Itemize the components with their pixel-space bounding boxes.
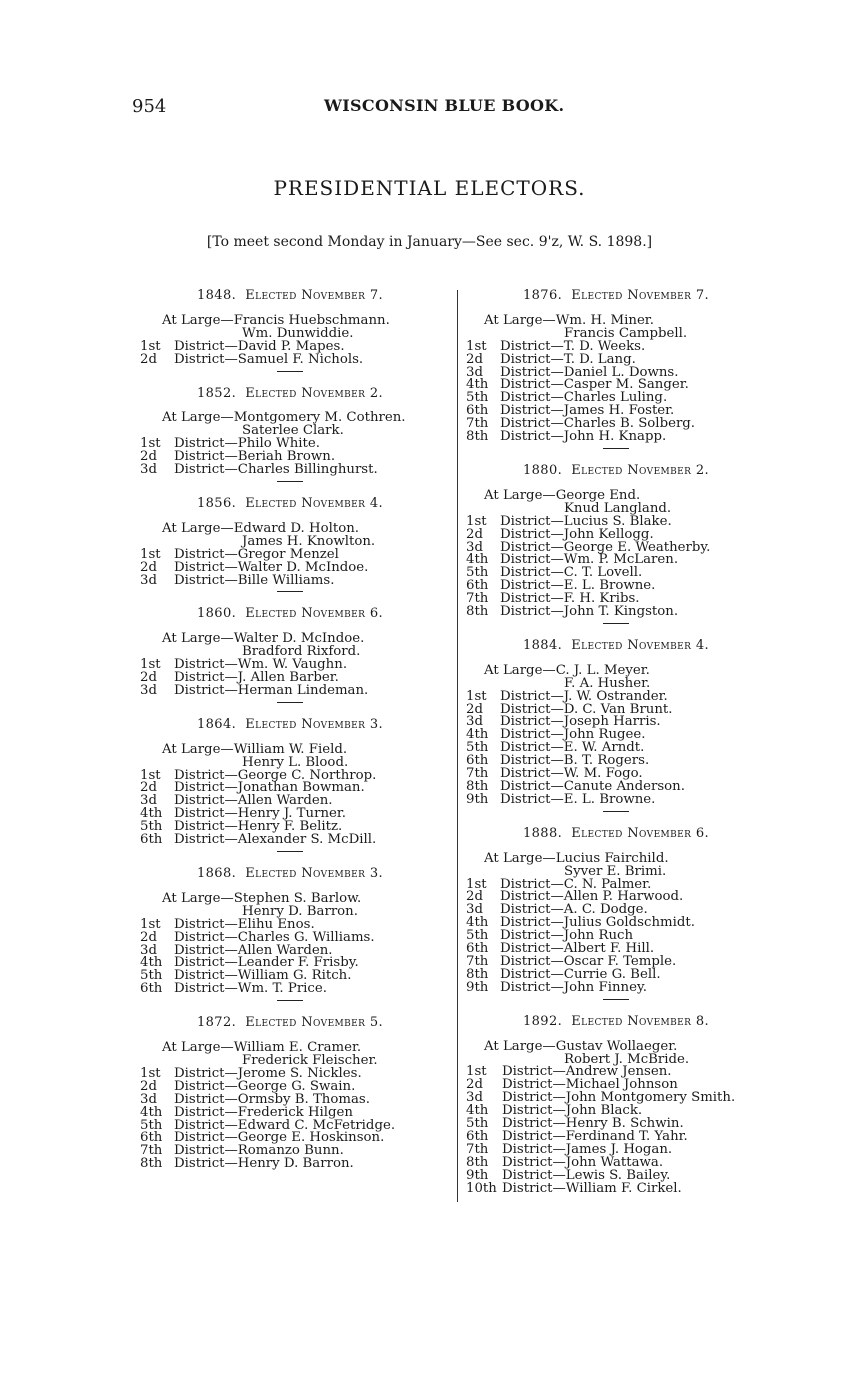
election-year: 1892. xyxy=(522,1013,563,1029)
elector-name: District—John Wattawa. xyxy=(502,1154,664,1170)
section-rule xyxy=(277,591,303,592)
elector-name: District—Henry J. Turner. xyxy=(174,806,346,822)
district-number: 3d xyxy=(140,942,157,958)
elector-name: District—Henry F. Belitz. xyxy=(174,819,343,835)
election-year: 1884. xyxy=(522,637,563,653)
election-heading xyxy=(466,825,766,841)
district-number: 3d xyxy=(140,572,157,588)
election-1884 xyxy=(466,637,766,812)
elector-name: District—Charles G. Williams. xyxy=(174,929,375,945)
district-number: 3d xyxy=(466,539,483,555)
elector-name: District—George C. Northrop. xyxy=(174,767,377,783)
election-heading xyxy=(466,1013,766,1029)
district-number: 1st xyxy=(140,1065,161,1081)
district-number: 6th xyxy=(466,578,489,594)
at-large-elector-secondary: James H. Knowlton. xyxy=(242,533,376,549)
district-number: 5th xyxy=(466,928,489,944)
elector-name: District—John Ruch xyxy=(500,928,634,944)
district-number: 5th xyxy=(140,819,163,835)
district-number: 1st xyxy=(140,436,161,452)
election-heading xyxy=(140,868,440,881)
at-large-elector: At Large—Lucius Fairchild. xyxy=(484,850,669,866)
district-number: 3d xyxy=(466,364,483,380)
election-date: Elected November 3. xyxy=(245,866,384,881)
at-large-elector-secondary: Henry L. Blood. xyxy=(242,754,349,770)
section-rule xyxy=(277,371,303,372)
elector-name: District—D. C. Van Brunt. xyxy=(500,701,673,717)
elector-name: District—T. D. Weeks. xyxy=(500,338,646,354)
elector-name: District—Andrew Jensen. xyxy=(502,1064,672,1080)
elector-name: District—F. H. Kribs. xyxy=(500,591,640,607)
elector-name: District—John Montgomery Smith. xyxy=(502,1090,736,1106)
elector-name: District—J. W. Ostrander. xyxy=(500,688,668,704)
at-large-elector: At Large—George End. xyxy=(484,487,641,503)
election-heading xyxy=(140,495,440,511)
section-rule xyxy=(277,851,303,852)
elector-name: District—Leander F. Frisby. xyxy=(174,955,359,971)
elector-name: District—Samuel F. Nichols. xyxy=(174,351,364,367)
district-number: 2d xyxy=(466,526,483,542)
at-large-elector: At Large—Montgomery M. Cothren. xyxy=(162,410,406,426)
district-number: 8th xyxy=(466,779,489,794)
elector-name: District—Charles Billinghurst. xyxy=(174,462,378,478)
district-number: 3d xyxy=(140,462,157,478)
district-number: 2d xyxy=(140,351,157,367)
election-1876 xyxy=(466,290,766,449)
district-number: 1st xyxy=(140,767,161,783)
elector-name: District—E. L. Browne. xyxy=(500,791,656,807)
at-large-elector-secondary: Henry D. Barron. xyxy=(242,903,358,919)
elector-name: District—John Black. xyxy=(502,1103,643,1119)
at-large-elector: At Large—Wm. H. Miner. xyxy=(484,312,654,328)
elector-name: District—Oscar F. Temple. xyxy=(500,953,677,969)
running-head: WISCONSIN BLUE BOOK. xyxy=(324,96,565,115)
at-large-elector-secondary: Saterlee Clark. xyxy=(242,423,344,439)
elector-name: District—Frederick Hilgen xyxy=(174,1104,353,1120)
at-large-elector: At Large—C. J. L. Meyer. xyxy=(484,662,650,678)
section-rule xyxy=(603,448,629,449)
elector-name: District—George E. Hoskinson. xyxy=(174,1130,385,1146)
at-large-elector-secondary: Francis Campbell. xyxy=(564,325,688,341)
elector-name: District—C. T. Lovell. xyxy=(500,565,643,581)
page-title: PRESIDENTIAL ELECTORS. xyxy=(273,176,586,200)
election-1860 xyxy=(140,608,440,702)
election-heading xyxy=(466,637,766,653)
elector-name: District—E. L. Browne. xyxy=(500,578,656,594)
election-heading xyxy=(466,290,766,303)
election-1892 xyxy=(466,1013,766,1196)
district-number: 2d xyxy=(466,1077,483,1093)
elector-name: District—Daniel L. Downs. xyxy=(500,364,679,380)
district-number: 1st xyxy=(466,338,487,354)
election-1880 xyxy=(466,462,766,624)
district-number: 8th xyxy=(466,429,489,445)
elector-name: District—William F. Cirkel. xyxy=(502,1180,682,1196)
district-number: 6th xyxy=(466,941,489,957)
elector-name: District—Allen Warden. xyxy=(174,793,333,809)
elector-name: District—Charles Luling. xyxy=(500,390,668,406)
elector-name: District—Michael Johnson xyxy=(502,1077,678,1093)
district-number: 3d xyxy=(140,793,157,809)
section-rule xyxy=(603,999,629,1000)
elector-name: District—Currie G. Bell. xyxy=(500,966,661,982)
district-number: 5th xyxy=(466,390,489,406)
district-number: 4th xyxy=(466,727,489,743)
elector-name: District—George G. Swain. xyxy=(174,1078,356,1094)
at-large-elector: At Large—William W. Field. xyxy=(162,741,348,757)
elector-name: District—John Rugee. xyxy=(500,727,646,743)
election-1848 xyxy=(140,290,440,372)
district-number: 10th xyxy=(466,1180,497,1196)
district-number: 8th xyxy=(466,966,489,982)
at-large-elector-secondary: Wm. Dunwiddie. xyxy=(242,325,354,341)
election-1868 xyxy=(140,868,440,1001)
section-rule xyxy=(277,1000,303,1001)
district-number: 5th xyxy=(140,968,163,984)
elector-name: District—John H. Knapp. xyxy=(500,429,667,445)
district-elector xyxy=(466,979,766,995)
elector-name: District—Henry D. Barron. xyxy=(174,1156,354,1172)
election-date: Elected November 4. xyxy=(571,637,710,653)
at-large-elector-secondary: Knud Langland. xyxy=(564,500,672,516)
elector-name: District—George E. Weatherby. xyxy=(500,539,711,555)
election-1856 xyxy=(140,495,440,592)
district-number: 2d xyxy=(140,559,157,575)
at-large-elector-secondary: Syver E. Brimi. xyxy=(564,863,667,879)
elector-name: District—Wm. T. Price. xyxy=(174,981,327,997)
column-divider xyxy=(457,290,458,1202)
election-date: Elected November 6. xyxy=(571,825,710,841)
section-rule xyxy=(603,811,629,812)
elector-name: District—Bille Williams. xyxy=(174,572,335,588)
election-1872 xyxy=(140,1017,440,1171)
district-elector xyxy=(140,351,440,367)
district-number: 6th xyxy=(140,981,163,997)
election-heading xyxy=(140,716,440,732)
district-number: 4th xyxy=(466,552,489,568)
election-heading xyxy=(140,290,440,303)
elector-name: District—Beriah Brown. xyxy=(174,449,336,465)
district-number: 3d xyxy=(140,682,157,698)
district-number: 4th xyxy=(466,1103,489,1119)
district-number: 6th xyxy=(466,753,489,769)
elector-name: District—John Kellogg. xyxy=(500,526,654,542)
elector-name: District—E. W. Arndt. xyxy=(500,740,645,756)
elector-name: District—James J. Hogan. xyxy=(502,1141,673,1157)
elector-name: District—Ormsby B. Thomas. xyxy=(174,1091,370,1107)
district-number: 5th xyxy=(466,565,489,581)
elector-name: District—Lucius S. Blake. xyxy=(500,513,672,529)
district-number: 2d xyxy=(140,780,157,796)
election-date: Elected November 4. xyxy=(245,495,384,511)
district-number: 2d xyxy=(466,351,483,367)
election-year: 1852. xyxy=(196,385,237,401)
section-rule xyxy=(277,481,303,482)
election-year: 1868. xyxy=(196,866,237,881)
district-elector xyxy=(140,983,440,996)
elector-name: District—Gregor Menzel xyxy=(174,546,339,562)
election-heading xyxy=(140,608,440,621)
district-number: 1st xyxy=(140,657,161,673)
at-large-elector: At Large—Gustav Wollaeger. xyxy=(484,1038,678,1054)
district-number: 6th xyxy=(140,1130,163,1146)
election-year: 1864. xyxy=(196,716,237,732)
district-number: 1st xyxy=(466,876,487,892)
elector-name: District—Albert F. Hill. xyxy=(500,941,655,957)
district-elector xyxy=(466,1180,766,1196)
district-elector xyxy=(466,431,766,444)
elector-name: District—Lewis S. Bailey. xyxy=(502,1167,671,1183)
district-number: 9th xyxy=(466,979,489,995)
district-number: 1st xyxy=(140,338,161,354)
elector-name: District—James H. Foster. xyxy=(500,403,675,419)
at-large-elector-secondary: Frederick Fleischer. xyxy=(242,1052,378,1068)
district-number: 6th xyxy=(140,832,163,848)
elector-name: District—T. D. Lang. xyxy=(500,351,636,367)
district-number: 1st xyxy=(466,688,487,704)
district-number: 9th xyxy=(466,1167,489,1183)
election-year: 1880. xyxy=(522,462,563,478)
district-number: 3d xyxy=(466,902,483,918)
section-rule xyxy=(603,623,629,624)
election-year: 1860. xyxy=(196,606,237,622)
district-number: 2d xyxy=(466,701,483,717)
district-number: 9th xyxy=(466,791,489,807)
election-heading xyxy=(466,462,766,478)
at-large-elector: At Large—Edward D. Holton. xyxy=(162,520,359,536)
district-number: 7th xyxy=(466,953,489,969)
elector-name: District—Herman Lindeman. xyxy=(174,682,369,698)
election-date: Elected November 2. xyxy=(571,462,710,478)
elector-name: District—Elihu Enos. xyxy=(174,916,315,932)
district-number: 2d xyxy=(466,889,483,905)
at-large-elector-secondary: Bradford Rixford. xyxy=(242,644,361,660)
elector-name: District—Canute Anderson. xyxy=(500,779,685,794)
elector-name: District—Charles B. Solberg. xyxy=(500,416,696,432)
elector-name: District—C. N. Palmer. xyxy=(500,876,652,892)
district-number: 4th xyxy=(466,915,489,931)
elector-name: District—Jonathan Bowman. xyxy=(174,780,365,796)
elector-name: District—Philo White. xyxy=(174,436,320,452)
district-number: 7th xyxy=(466,1141,489,1157)
election-1852 xyxy=(140,385,440,482)
elector-name: District—J. Allen Barber. xyxy=(174,670,339,686)
elector-name: District—A. C. Dodge. xyxy=(500,902,648,918)
election-date: Elected November 6. xyxy=(245,606,384,622)
election-date: Elected November 2. xyxy=(245,385,384,401)
election-heading xyxy=(140,385,440,401)
at-large-elector: At Large—Stephen S. Barlow. xyxy=(162,890,362,906)
elector-name: District—Wm. P. McLaren. xyxy=(500,552,679,568)
elector-name: District—Edward C. McFetridge. xyxy=(174,1117,396,1133)
election-year: 1848. xyxy=(196,288,237,303)
at-large-elector-secondary: F. A. Husher. xyxy=(564,675,651,691)
district-number: 7th xyxy=(466,591,489,607)
election-year: 1876. xyxy=(522,288,563,303)
district-number: 3d xyxy=(466,1090,483,1106)
election-date: Elected November 7. xyxy=(245,288,384,303)
page-number: 954 xyxy=(132,96,167,117)
district-elector xyxy=(140,834,440,847)
district-number: 2d xyxy=(140,1078,157,1094)
at-large-elector: At Large—Walter D. McIndoe. xyxy=(162,631,365,647)
elector-name: District—W. M. Fogo. xyxy=(500,766,643,782)
district-number: 4th xyxy=(140,806,163,822)
elector-name: District—Alexander S. McDill. xyxy=(174,832,377,848)
election-1864 xyxy=(140,716,440,852)
at-large-elector: At Large—Francis Huebschmann. xyxy=(162,312,390,328)
election-year: 1872. xyxy=(196,1015,237,1031)
district-number: 4th xyxy=(140,955,163,971)
election-1888 xyxy=(466,825,766,1000)
district-number: 5th xyxy=(140,1117,163,1133)
district-number: 4th xyxy=(466,377,489,393)
district-number: 1st xyxy=(140,546,161,562)
district-number: 7th xyxy=(466,766,489,782)
district-number: 6th xyxy=(466,403,489,419)
district-number: 1st xyxy=(140,916,161,932)
district-number: 1st xyxy=(466,513,487,529)
election-date: Elected November 3. xyxy=(245,716,384,732)
elector-name: District—Allen Warden. xyxy=(174,942,333,958)
district-number: 8th xyxy=(140,1156,163,1172)
elector-name: District—Walter D. McIndoe. xyxy=(174,559,369,575)
district-number: 7th xyxy=(140,1143,163,1159)
district-number: 6th xyxy=(466,1128,489,1144)
elector-name: District—Wm. W. Vaughn. xyxy=(174,657,348,673)
district-number: 2d xyxy=(140,670,157,686)
elector-name: District—David P. Mapes. xyxy=(174,338,345,354)
election-year: 1888. xyxy=(522,825,563,841)
elector-name: District—William G. Ritch. xyxy=(174,968,352,984)
at-large-elector: At Large—William E. Cramer. xyxy=(162,1040,362,1056)
election-date: Elected November 5. xyxy=(245,1015,384,1031)
elector-name: District—Allen P. Harwood. xyxy=(500,889,684,905)
elector-name: District—Henry B. Schwin. xyxy=(502,1116,684,1132)
district-number: 8th xyxy=(466,1154,489,1170)
district-number: 1st xyxy=(466,1064,487,1080)
right-column xyxy=(466,290,766,1211)
elector-name: District—John Finney. xyxy=(500,979,647,995)
district-elector xyxy=(466,791,766,807)
district-number: 4th xyxy=(140,1104,163,1120)
district-number: 2d xyxy=(140,449,157,465)
district-number: 8th xyxy=(466,604,489,620)
elector-name: District—Joseph Harris. xyxy=(500,714,661,730)
statute-note: [To meet second Monday in January—See sec. 9'z, W. S. 1898.] xyxy=(206,234,653,250)
district-elector xyxy=(140,464,440,477)
elector-name: District—Julius Goldschmidt. xyxy=(500,915,695,931)
district-elector xyxy=(140,682,440,698)
section-rule xyxy=(277,702,303,703)
district-number: 2d xyxy=(140,929,157,945)
elector-name: District—Casper M. Sanger. xyxy=(500,377,689,393)
elector-name: District—John T. Kingston. xyxy=(500,604,679,620)
district-elector xyxy=(466,606,766,619)
elector-name: District—Romanzo Bunn. xyxy=(174,1143,344,1159)
district-number: 3d xyxy=(466,714,483,730)
election-heading xyxy=(140,1017,440,1030)
district-number: 5th xyxy=(466,1116,489,1132)
district-elector xyxy=(140,1158,440,1171)
district-number: 7th xyxy=(466,416,489,432)
at-large-elector-secondary: Robert J. McBride. xyxy=(564,1051,690,1067)
election-date: Elected November 7. xyxy=(571,288,710,303)
election-year: 1856. xyxy=(196,495,237,511)
elector-name: District—B. T. Rogers. xyxy=(500,753,650,769)
district-number: 5th xyxy=(466,740,489,756)
district-elector xyxy=(140,572,440,588)
district-number: 3d xyxy=(140,1091,157,1107)
election-date: Elected November 8. xyxy=(571,1013,710,1029)
elector-name: District—Ferdinand T. Yahr. xyxy=(502,1128,688,1144)
left-column xyxy=(140,290,440,1187)
elector-name: District—Jerome S. Nickles. xyxy=(174,1065,362,1081)
